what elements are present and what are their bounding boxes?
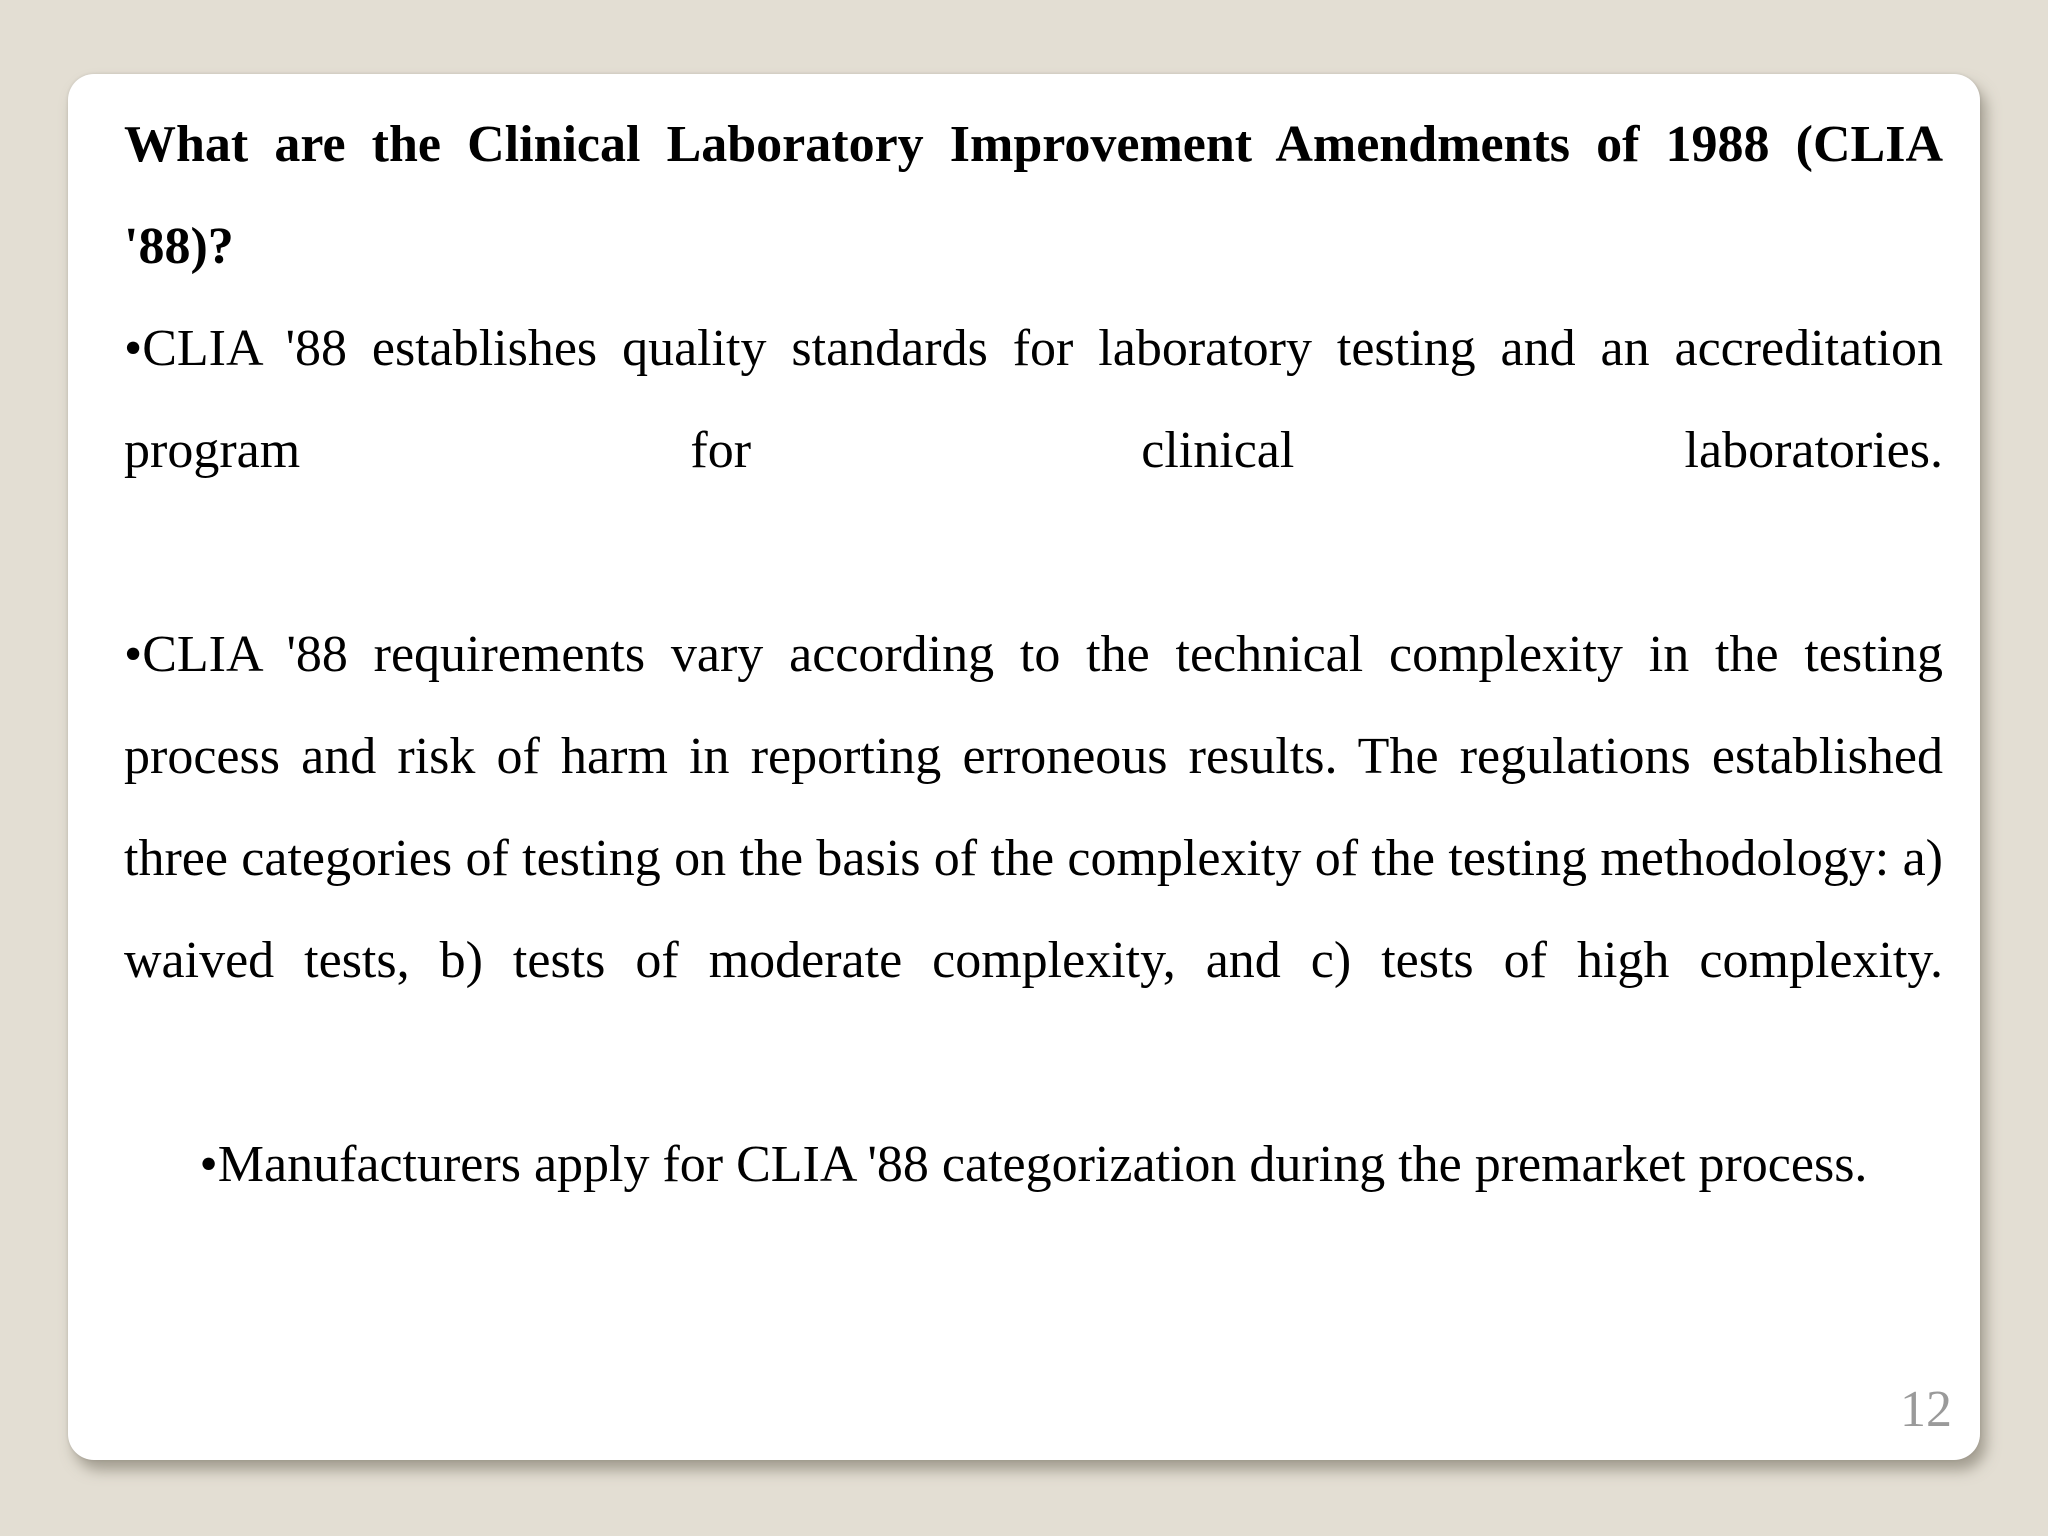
- slide-card: [68, 74, 1980, 1460]
- bullet-spacer: [124, 502, 1943, 604]
- bullet-1: •CLIA '88 establishes quality standards for laboratory testing and an accreditation program for clinical laboratories.: [124, 320, 1943, 479]
- bullet-3: •Manufacturers apply for CLIA '88 categorization during the premarket process.: [199, 1136, 1868, 1193]
- bullet-2: •CLIA '88 requirements vary according to the technical complexity in the testing process and risk of harm in reporting erroneous results. The regulations established three categories of testing on the basis of the complexity of the testing methodology: a) waived tests, b) tests of moderate complexity, and c) tests of high complexity.: [124, 626, 1943, 989]
- slide-content: [124, 94, 1943, 1216]
- slide-title: What are the Clinical Laboratory Improvement Amendments of 1988 (CLIA '88)?: [124, 116, 1943, 275]
- bullet-spacer: [124, 1012, 1943, 1114]
- slide-number: 12: [1900, 1381, 1952, 1438]
